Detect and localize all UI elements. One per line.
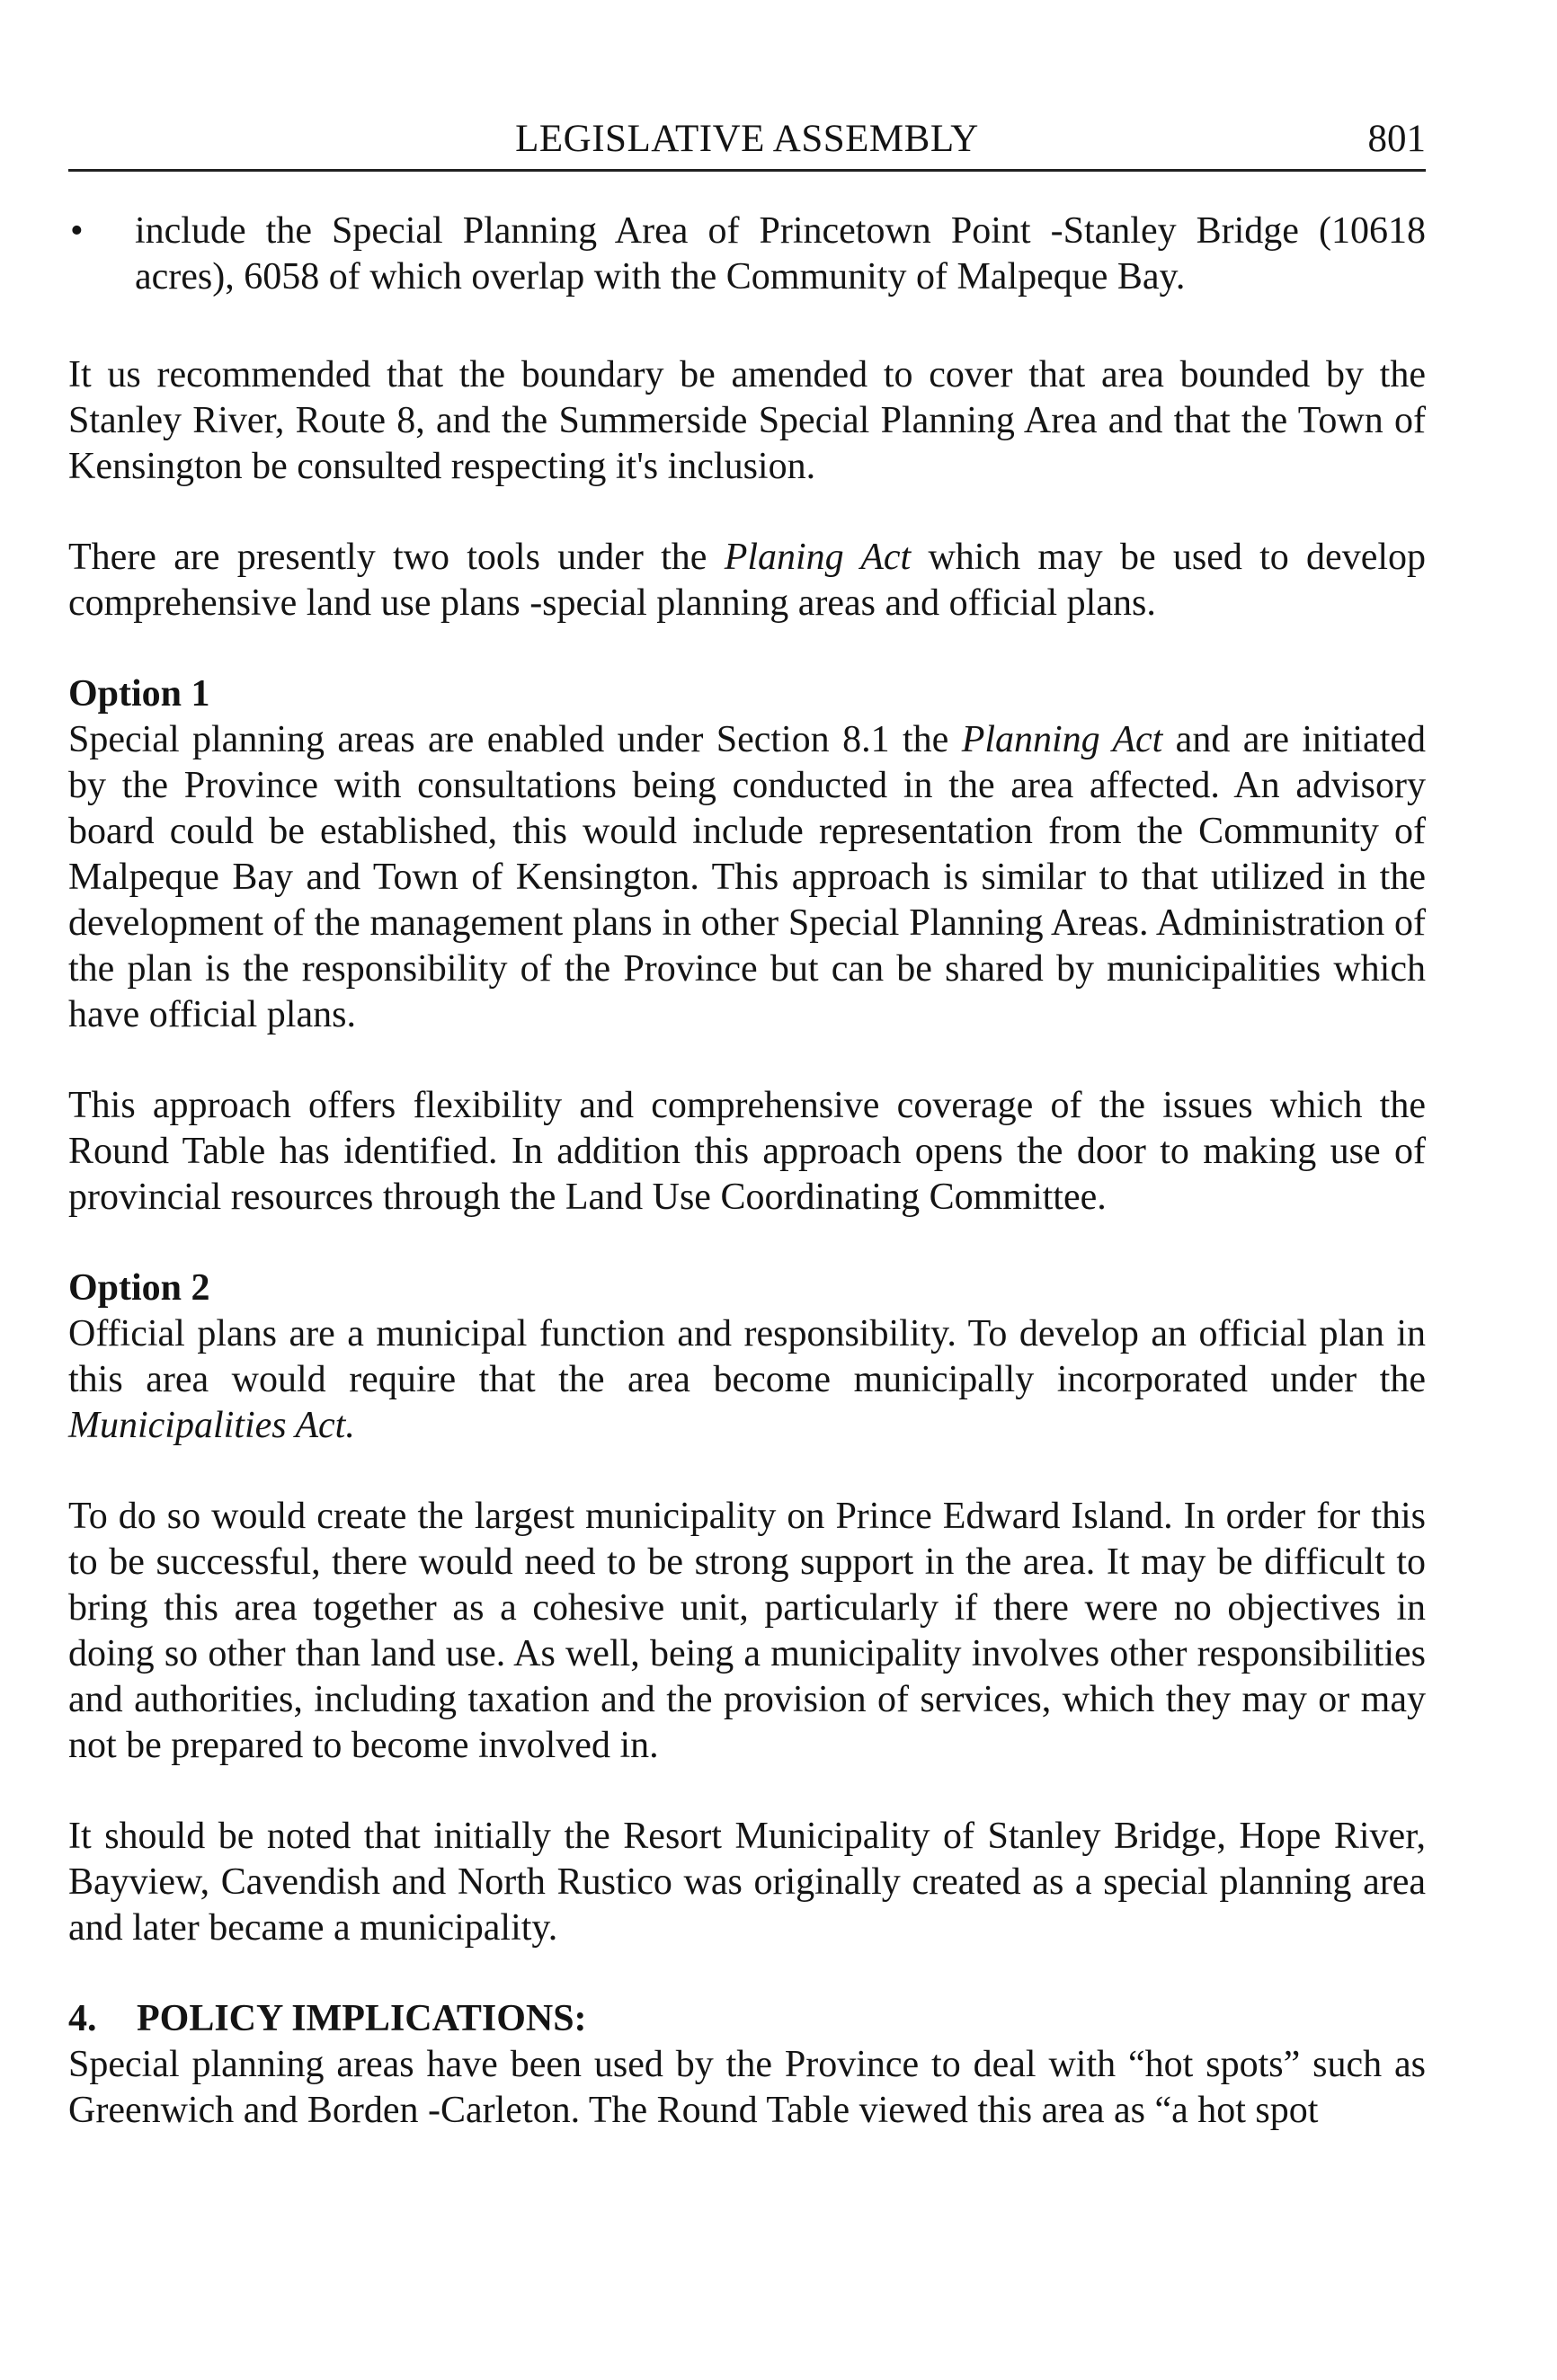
option-2-municipality-paragraph: To do so would create the largest municipality on Prince Edward Island. In order for this to be successful, there would need to be strong support in the area. It may be difficult to bring this area together as a cohesive unit, particularly if there were no objectives in doing so other than land use. As well, being a municipality involves other responsibilities and authorities, including taxation and the provision of services, which they may or may not be prepared to become involved in. bbox=[68, 1496, 1426, 1766]
header-title: LEGISLATIVE ASSEMBLY bbox=[515, 118, 979, 160]
bullet-text: include the Special Planning Area of Princetown Point -Stanley Bridge (10618 acres), 6058 of which overlap with the Community of Malpeque Bay. bbox=[135, 210, 1426, 298]
municipalities-act-reference: Municipalities Act. bbox=[68, 1405, 355, 1446]
option-1-text-before: Special planning areas are enabled under Section 8.1 the bbox=[68, 719, 962, 760]
section-4-title: POLICY IMPLICATIONS: bbox=[137, 1998, 587, 2039]
document-body bbox=[68, 209, 1426, 2134]
tools-paragraph bbox=[68, 535, 1426, 626]
option-1-heading: Option 1 bbox=[68, 673, 210, 715]
option-1-approach-paragraph: This approach offers flexibility and comprehensive coverage of the issues which the Round Table has identified. In addition this approach opens the door to making use of provincial resources through the Land Use Coordinating Committee. bbox=[68, 1085, 1426, 1218]
document-page bbox=[68, 0, 1426, 2380]
planing-act-reference: Planing Act bbox=[724, 537, 912, 578]
section-4-paragraph: Special planning areas have been used by the Province to deal with “hot spots” such as Greenwich and Borden -Carleton. The Round Table viewed this area as “a hot spot bbox=[68, 2044, 1426, 2131]
bullet-mark: • bbox=[70, 210, 84, 252]
tools-text-before: There are presently two tools under the bbox=[68, 537, 725, 578]
option-2-note-paragraph: It should be noted that initially the Resort Municipality of Stanley Bridge, Hope River, Bayview, Cavendish and North Rustico was originally created as a special planning area and later became a municipality. bbox=[68, 1816, 1426, 1949]
running-header bbox=[68, 106, 1426, 172]
planning-act-reference: Planning Act bbox=[961, 719, 1163, 760]
tools-text-after: which may be used to develop comprehensive land use plans -special planning areas and official plans. bbox=[68, 537, 1427, 624]
option-2-paragraph bbox=[68, 1311, 1426, 1449]
option-2-text-before: Official plans are a municipal function and responsibility. To develop an official plan in this area would require that the area become municipally incorporated under the bbox=[68, 1313, 1426, 1400]
option-1-text-after: and are initiated by the Province with consultations being conducted in the area affected. An advisory board could be established, this would include representation from the Community of Malpeque Bay and Town of Kensington. This approach is similar to that utilized in the development of the management plans in other Special Planning Areas. Administration of the plan is the responsibility of the Province but can be shared by municipalities which have official plans. bbox=[68, 719, 1426, 1035]
recommendation-paragraph: It us recommended that the boundary be amended to cover that area bounded by the Stanley River, Route 8, and the Summerside Special Planning Area and that the Town of Kensington be consulted respecting it's inclusion. bbox=[68, 354, 1426, 487]
option-2-heading: Option 2 bbox=[68, 1267, 210, 1309]
page-number: 801 bbox=[1367, 118, 1426, 160]
bullet-item bbox=[68, 209, 1426, 300]
section-4-heading bbox=[68, 1996, 1426, 2042]
section-4-number: 4. bbox=[68, 1998, 97, 2039]
option-1-paragraph bbox=[68, 717, 1426, 1038]
